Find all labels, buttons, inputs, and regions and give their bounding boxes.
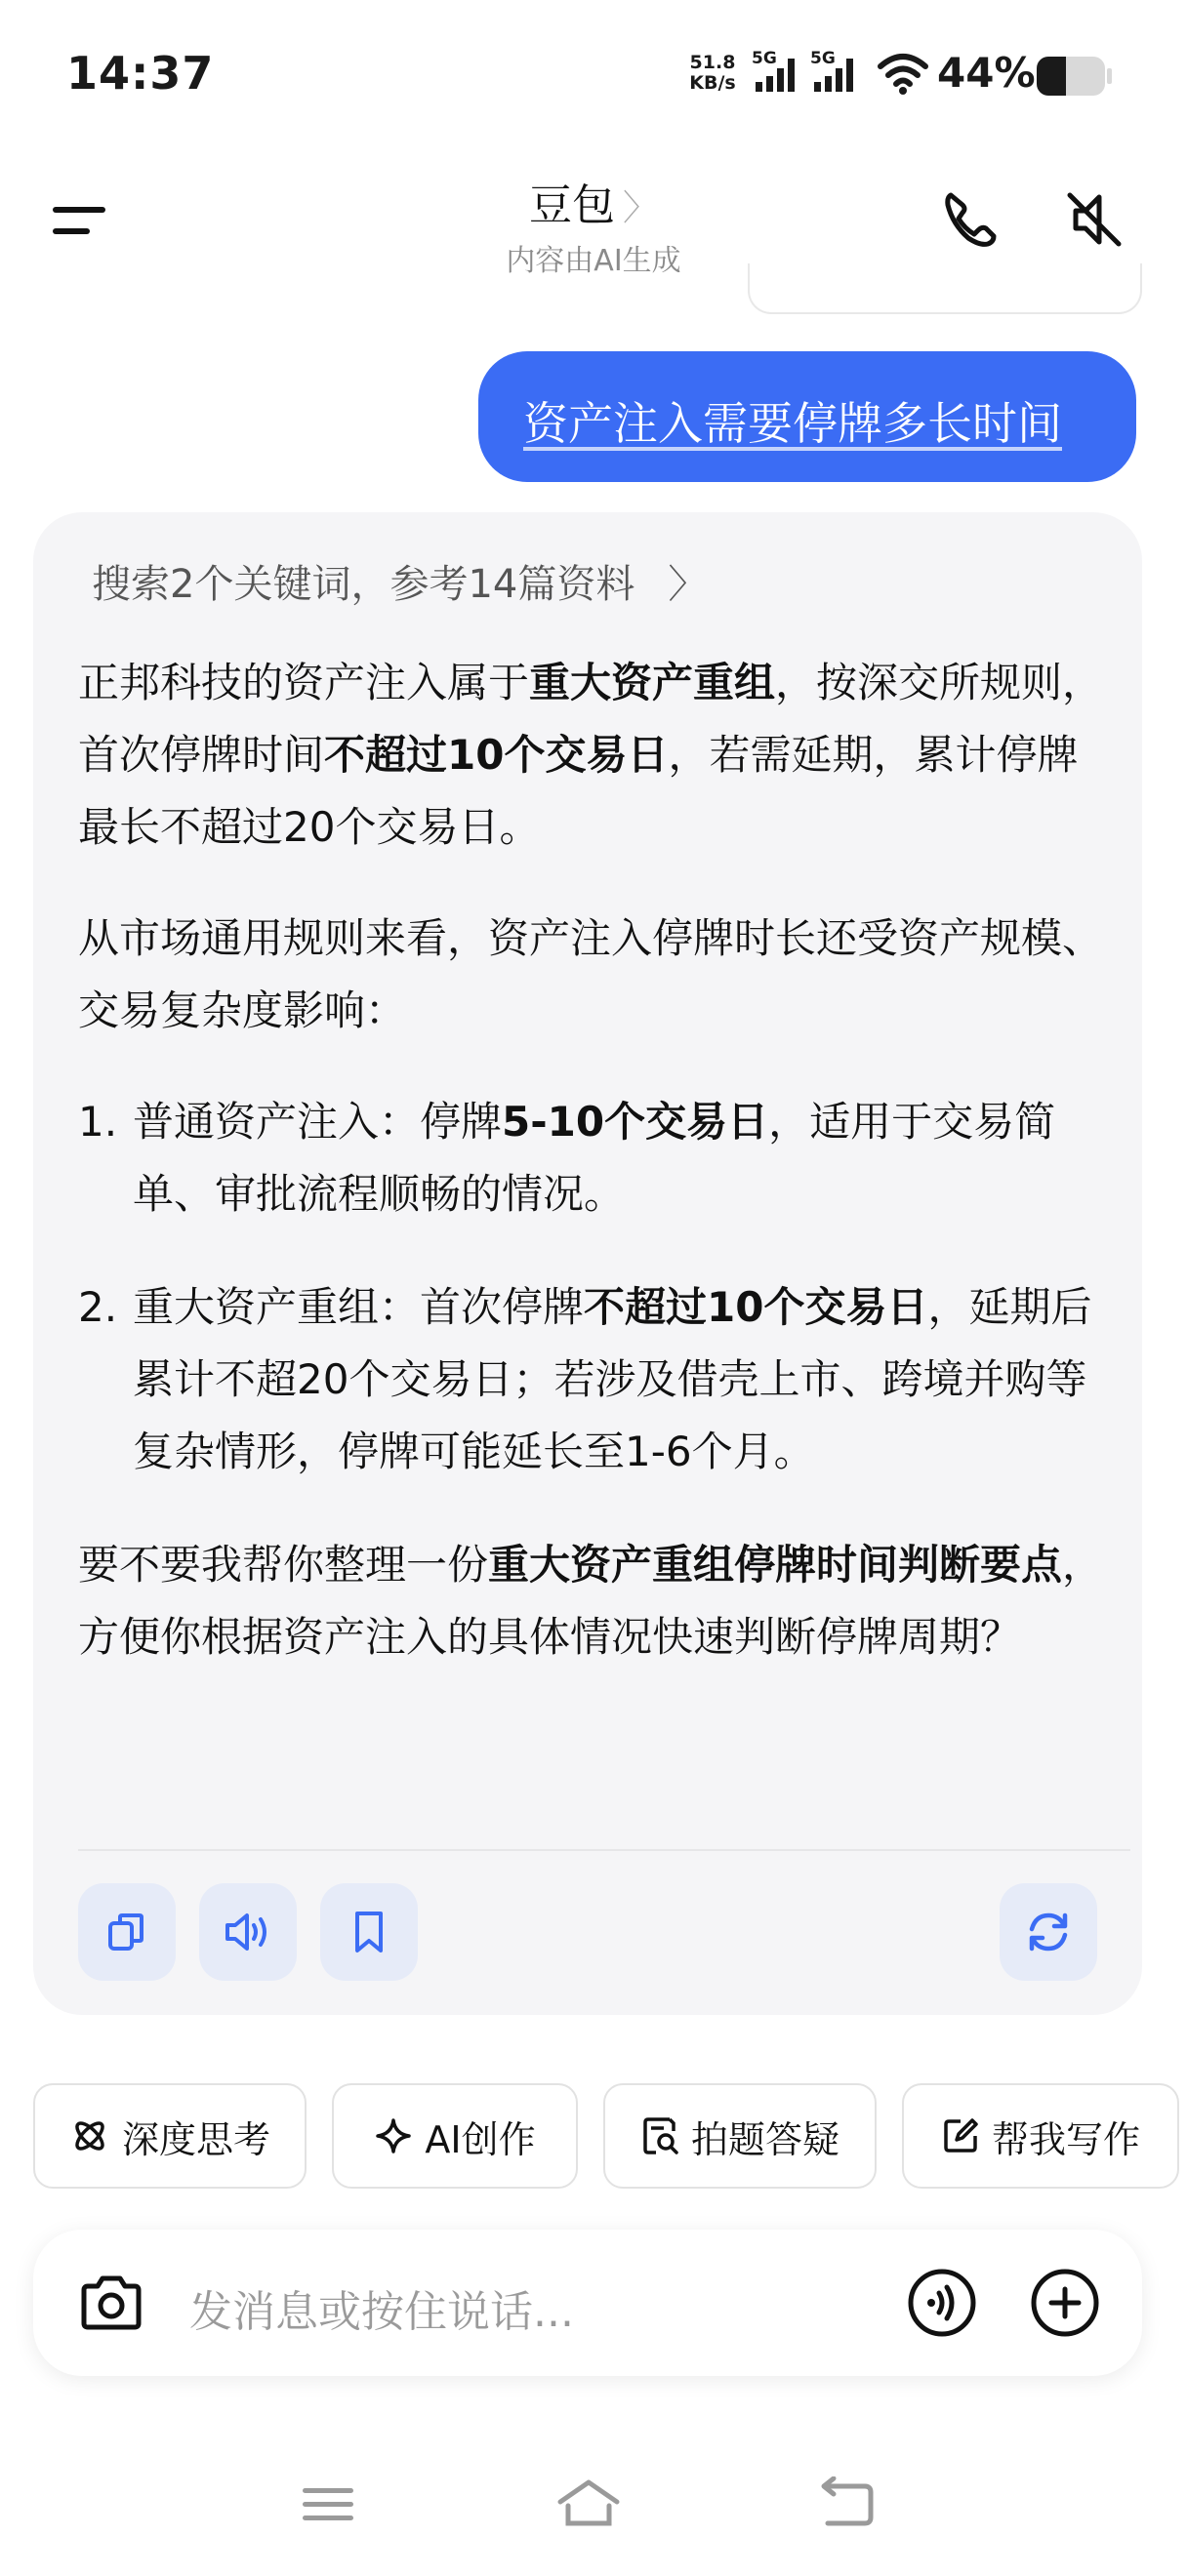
speaker-muted-icon[interactable]	[1060, 185, 1128, 254]
answer-body	[78, 647, 1113, 1712]
chip-ai-create[interactable]	[332, 2083, 578, 2189]
read-aloud-button[interactable]	[199, 1883, 297, 1981]
bot-name-text: 豆包	[528, 181, 615, 230]
battery-icon	[1035, 55, 1113, 98]
bot-name	[398, 170, 789, 232]
system-navigation-bar	[0, 2439, 1187, 2576]
chip-write-for-me[interactable]	[902, 2083, 1179, 2189]
atom-icon	[69, 2115, 110, 2156]
list-number: 1.	[78, 1098, 118, 1146]
answer-paragraph-3: 要不要我帮你整理一份重大资产重组停牌时间判断要点，方便你根据资产注入的具体情况快速判断停牌周期？	[78, 1541, 1104, 1661]
speaker-icon	[222, 1908, 274, 1956]
ai-disclaimer: 内容由AI生成	[506, 244, 681, 278]
sim1-network-type: 5G	[752, 49, 777, 68]
chevron-right-icon: 〉	[622, 188, 658, 228]
plus-circle-icon[interactable]	[1029, 2267, 1101, 2339]
sparkle-icon	[374, 2116, 413, 2155]
chip-label: 帮我写作	[991, 2117, 1140, 2161]
answer-paragraph-2: 从市场通用规则来看，资产注入停牌时长还受资产规模、交易复杂度影响：	[78, 914, 1104, 1034]
bookmark-icon	[348, 1908, 390, 1956]
network-speed-value: 51.8	[689, 52, 736, 73]
divider	[78, 1849, 1130, 1851]
search-reference-link[interactable]	[92, 553, 707, 609]
bot-title[interactable]	[398, 170, 789, 279]
answer-paragraph-1: 正邦科技的资产注入属于重大资产重组，按深交所规则，首次停牌时间不超过10个交易日，若需延期，累计停牌最长不超过20个交易日。	[78, 659, 1104, 851]
edit-icon	[941, 2116, 980, 2155]
status-time: 14:37	[66, 47, 215, 100]
regenerate-button[interactable]	[1000, 1883, 1097, 1981]
bookmark-button[interactable]	[320, 1883, 418, 1981]
message-input[interactable]: 发消息或按住说话...	[189, 2287, 574, 2337]
voice-call-icon[interactable]	[906, 2267, 978, 2339]
wifi-icon	[877, 53, 929, 96]
search-reference-text: 搜索2个关键词，参考14篇资料	[92, 562, 635, 607]
chip-label: 深度思考	[121, 2117, 270, 2161]
copy-button[interactable]	[78, 1883, 176, 1981]
home-icon[interactable]	[554, 2476, 623, 2531]
phone-call-icon[interactable]	[937, 185, 1005, 254]
user-message-bubble[interactable]	[478, 351, 1136, 482]
recent-apps-icon[interactable]	[299, 2480, 357, 2529]
message-input-bar[interactable]	[33, 2230, 1142, 2376]
refresh-icon	[1022, 1906, 1075, 1958]
list-item: 1. 普通资产注入：停牌5-10个交易日，适用于交易简单、审批流程顺畅的情况。	[78, 1086, 1113, 1230]
scan-question-icon	[640, 2115, 679, 2156]
chip-label: AI创作	[425, 2117, 536, 2161]
chip-label: 拍题答疑	[690, 2117, 839, 2161]
network-speed-unit: KB/s	[689, 72, 736, 94]
assistant-answer-card	[33, 512, 1142, 2015]
copy-icon	[102, 1908, 151, 1956]
user-message-text: 资产注入需要停牌多长时间	[523, 397, 1062, 450]
chip-deep-think[interactable]	[33, 2083, 307, 2189]
battery-percent: 44%	[937, 49, 1036, 97]
chevron-right-icon: 〉	[668, 562, 708, 607]
menu-icon[interactable]	[49, 201, 117, 240]
chip-photo-question[interactable]	[603, 2083, 877, 2189]
list-number: 2.	[78, 1283, 118, 1331]
back-icon[interactable]	[816, 2476, 879, 2531]
sim2-network-type: 5G	[810, 49, 836, 68]
previous-message-edge	[748, 263, 1142, 314]
list-item: 2. 重大资产重组：首次停牌不超过10个交易日，延期后累计不超20个交易日；若涉及借壳上市、跨境并购等复杂情形，停牌可能延长至1-6个月。	[78, 1271, 1113, 1488]
quick-action-chips	[33, 2083, 1187, 2189]
network-speed	[683, 53, 742, 94]
camera-icon[interactable]	[76, 2273, 146, 2335]
status-bar	[0, 0, 1187, 146]
